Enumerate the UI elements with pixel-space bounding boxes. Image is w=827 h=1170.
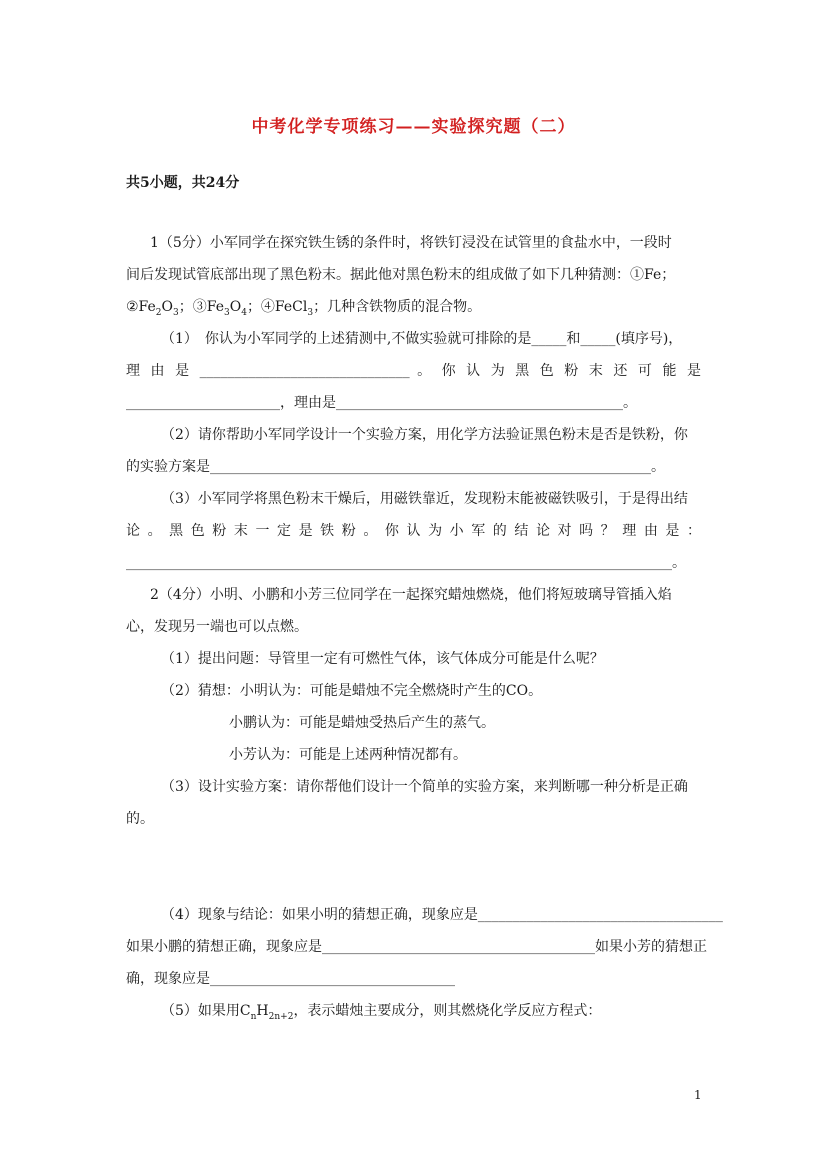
q1-plan-line: 的实验方案是_______________________________________________________________。	[126, 459, 665, 475]
subscript: 3	[173, 307, 179, 318]
subscript: 3	[223, 307, 230, 318]
formula-h: H	[256, 1003, 269, 1019]
q1-line-1: 1（5分）小军同学在探究铁生锈的条件时，将铁钉浸没在试管里的食盐水中，一段时	[150, 235, 672, 251]
q1-answer-line: ______________________，理由是_________________________________________。	[126, 395, 637, 411]
formula-fecl3-prefix: ；④FeCl	[246, 299, 308, 315]
q1-part3-line: （3）小军同学将黑色粉末干燥后，用磁铁靠近，发现粉末能被磁铁吸引，于是得出结	[161, 491, 688, 507]
subscript: 3	[307, 307, 314, 318]
q1-conclusion-line: 论 。 黑 色 粉 末 一 定 是 铁 粉 。 你 认 为 小 军 的 结 论 对 吗 ？ 理 由 是 ：	[126, 523, 701, 539]
formula-c-prefix: （5）如果用C	[161, 1003, 251, 1019]
q2-equation-line	[161, 1001, 601, 1027]
q2-phenomenon-line-2: 如果小鹏的猜想正确，现象应是_______________________________________如果小芳的猜想正	[126, 939, 707, 955]
q1-line-2: 间后发现试管底部出现了黑色粉末。据此他对黑色粉末的组成做了如下几种猜测：①Fe；	[126, 267, 676, 283]
formula-o: O	[229, 299, 242, 315]
document-title: 中考化学专项练习——实验探究题（二）	[251, 117, 576, 137]
q1-part1-line: （1） 你认为小军同学的上述猜测中,不做实验就可排除的是_____和_____(填序号)，	[161, 331, 683, 347]
subscript: 2n+2	[268, 1011, 294, 1022]
q1-line-3	[126, 297, 481, 323]
subscript: 4	[241, 307, 247, 318]
q2-phenomenon-line-3: 确，现象应是___________________________________	[126, 971, 455, 987]
q2-line-1: 2（4分）小明、小鹏和小芳三位同学在一起探究蜡烛燃烧，他们将短玻璃导管插入焰	[150, 587, 672, 603]
q2-equation-tail: ，表示蜡烛主要成分，则其燃烧化学反应方程式：	[293, 1003, 602, 1019]
summary-line: 共5小题，共24分	[126, 175, 240, 191]
q1-blank-line: ______________________________________________________________________________。	[126, 555, 686, 571]
q2-guess-xiaopeng: 小鹏认为：可能是蜡烛受热后产生的蒸气。	[229, 715, 495, 731]
page-number: 1	[694, 1088, 702, 1102]
q1-reason-line: 理 由 是 ______________________________ 。 你 认 为 黑 色 粉 末 还 可 能 是	[126, 363, 701, 379]
subscript: 2	[155, 307, 162, 318]
subscript: n	[250, 1011, 257, 1022]
formula-o: O	[161, 299, 174, 315]
q2-phenomenon-line: （4）现象与结论：如果小明的猜想正确，现象应是___________________________________	[161, 907, 723, 923]
q2-design-line: （3）设计实验方案：请你帮他们设计一个简单的实验方案，来判断哪一种分析是正确	[161, 779, 688, 795]
formula-fe3o4-prefix: ；③Fe	[178, 299, 224, 315]
q2-line-2: 心，发现另一端也可以点燃。	[126, 619, 308, 635]
q2-question-line: （1）提出问题：导管里一定有可燃性气体，该气体成分可能是什么呢？	[161, 651, 604, 667]
q1-part2-line: （2）请你帮助小军同学设计一个实验方案，用化学方法验证黑色粉末是否是铁粉，你	[161, 427, 688, 443]
formula-fe2o3-prefix: ②Fe	[126, 299, 156, 315]
q2-guess-xiaoming: （2）猜想：小明认为：可能是蜡烛不完全燃烧时产生的CO。	[161, 683, 543, 699]
q1-line-3-tail: ；几种含铁物质的混合物。	[313, 299, 482, 315]
q2-guess-xiaofang: 小芳认为：可能是上述两种情况都有。	[229, 747, 467, 763]
q2-design-line-end: 的。	[126, 811, 154, 827]
